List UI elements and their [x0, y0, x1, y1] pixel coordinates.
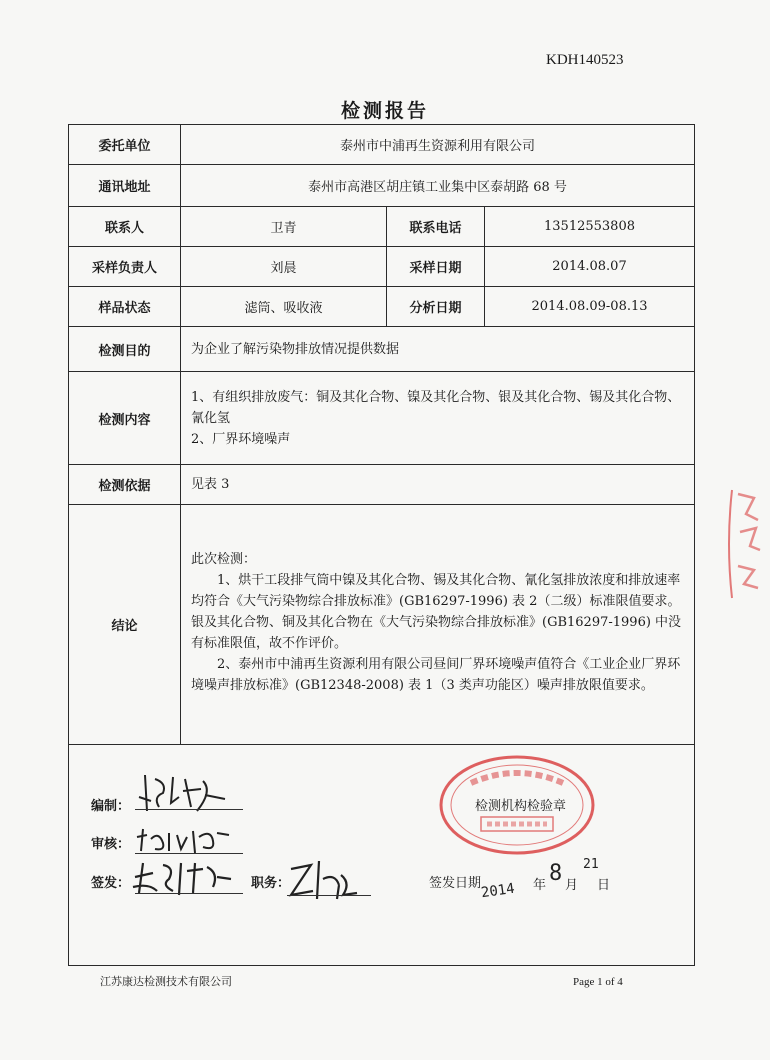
conclusion-intro: 此次检测： — [191, 552, 257, 567]
row-conclusion — [69, 505, 695, 745]
year-char: 年 — [533, 878, 547, 893]
sign-date-year: 2014 — [480, 880, 516, 902]
content-value — [181, 372, 695, 465]
row-purpose — [69, 327, 695, 372]
report-table — [68, 124, 695, 966]
state-label: 样品状态 — [69, 287, 181, 327]
row-contact — [69, 207, 695, 247]
address-value: 泰州市高港区胡庄镇工业集中区泰胡路 68 号 — [181, 165, 695, 207]
content-label: 检测内容 — [69, 372, 181, 465]
contact-value: 卫青 — [181, 207, 387, 247]
conclusion-para-2: 2、泰州市中浦再生资源利用有限公司昼间厂界环境噪声值符合《工业企业厂界环境噪声排放标准》(GB12348-2008) 表 1（3 类声功能区）噪声排放限值要求。 — [191, 657, 681, 693]
row-sampler — [69, 247, 695, 287]
position-signature-image — [285, 855, 361, 905]
footer-company: 江苏康达检测技术有限公司 — [100, 975, 232, 988]
phone-label: 联系电话 — [387, 207, 485, 247]
phone-value: 13512553808 — [485, 207, 695, 247]
purpose-value: 为企业了解污染物排放情况提供数据 — [181, 327, 695, 372]
analysis-date-value: 2014.08.09-08.13 — [485, 287, 695, 327]
month-char: 月 — [565, 878, 579, 893]
client-label: 委托单位 — [69, 125, 181, 165]
conclusion-value — [181, 505, 695, 745]
analysis-date-label: 分析日期 — [387, 287, 485, 327]
position-label: 职务： — [251, 876, 291, 891]
sample-date-label: 采样日期 — [387, 247, 485, 287]
footer-page-number: Page 1 of 4 — [573, 976, 623, 988]
editor-label: 编制： — [91, 799, 131, 814]
day-char: 日 — [597, 878, 611, 893]
content-item-2: 2、厂界环境噪声 — [191, 431, 291, 447]
editor-underline — [135, 809, 243, 810]
state-value: 滤筒、吸收液 — [181, 287, 387, 327]
address-label: 通讯地址 — [69, 165, 181, 207]
sample-date-value: 2014.08.07 — [485, 247, 695, 287]
position-underline — [287, 895, 371, 896]
conclusion-label: 结论 — [69, 505, 181, 745]
sign-date-month: 8 — [549, 861, 563, 886]
basis-label: 检测依据 — [69, 465, 181, 505]
basis-value: 见表 3 — [181, 465, 695, 505]
sign-date-label: 签发日期 — [429, 876, 482, 891]
conclusion-para-1: 1、烘干工段排气筒中镍及其化合物、锡及其化合物、氰化氢排放浓度和排放速率均符合《大气污染物综合排放标准》(GB16297-1996) 表 2（二级）标准限值要求。银及其化合物、铜及其化合物在《大气污染物综合排放标准》(GB16297-1996) 中没有标准限值，故不作评价。 — [191, 573, 682, 651]
stamp-label: 检测机构检验章 — [475, 799, 567, 814]
row-content — [69, 372, 695, 465]
client-value: 泰州市中浦再生资源利用有限公司 — [181, 125, 695, 165]
purpose-label: 检测目的 — [69, 327, 181, 372]
signature-area — [79, 745, 684, 965]
report-number: KDH140523 — [546, 52, 624, 68]
row-address — [69, 165, 695, 207]
row-signatures — [69, 745, 695, 966]
sign-date-day: 21 — [583, 857, 599, 872]
contact-label: 联系人 — [69, 207, 181, 247]
signature-cell — [69, 745, 695, 966]
reviewer-underline — [135, 853, 243, 854]
edge-seal-stamp-icon — [724, 484, 764, 604]
page-title: 检测报告 — [340, 100, 429, 122]
sampler-value: 刘晨 — [181, 247, 387, 287]
issuer-label: 签发： — [91, 876, 131, 891]
sampler-label: 采样负责人 — [69, 247, 181, 287]
row-basis — [69, 465, 695, 505]
reviewer-label: 审核： — [91, 837, 131, 852]
row-client — [69, 125, 695, 165]
content-item-1: 1、有组织排放废气：铜及其化合物、镍及其化合物、银及其化合物、锡及其化合物、氰化氢 — [191, 389, 681, 426]
row-state — [69, 287, 695, 327]
issuer-underline — [135, 893, 243, 894]
editor-signature-image — [133, 767, 229, 815]
